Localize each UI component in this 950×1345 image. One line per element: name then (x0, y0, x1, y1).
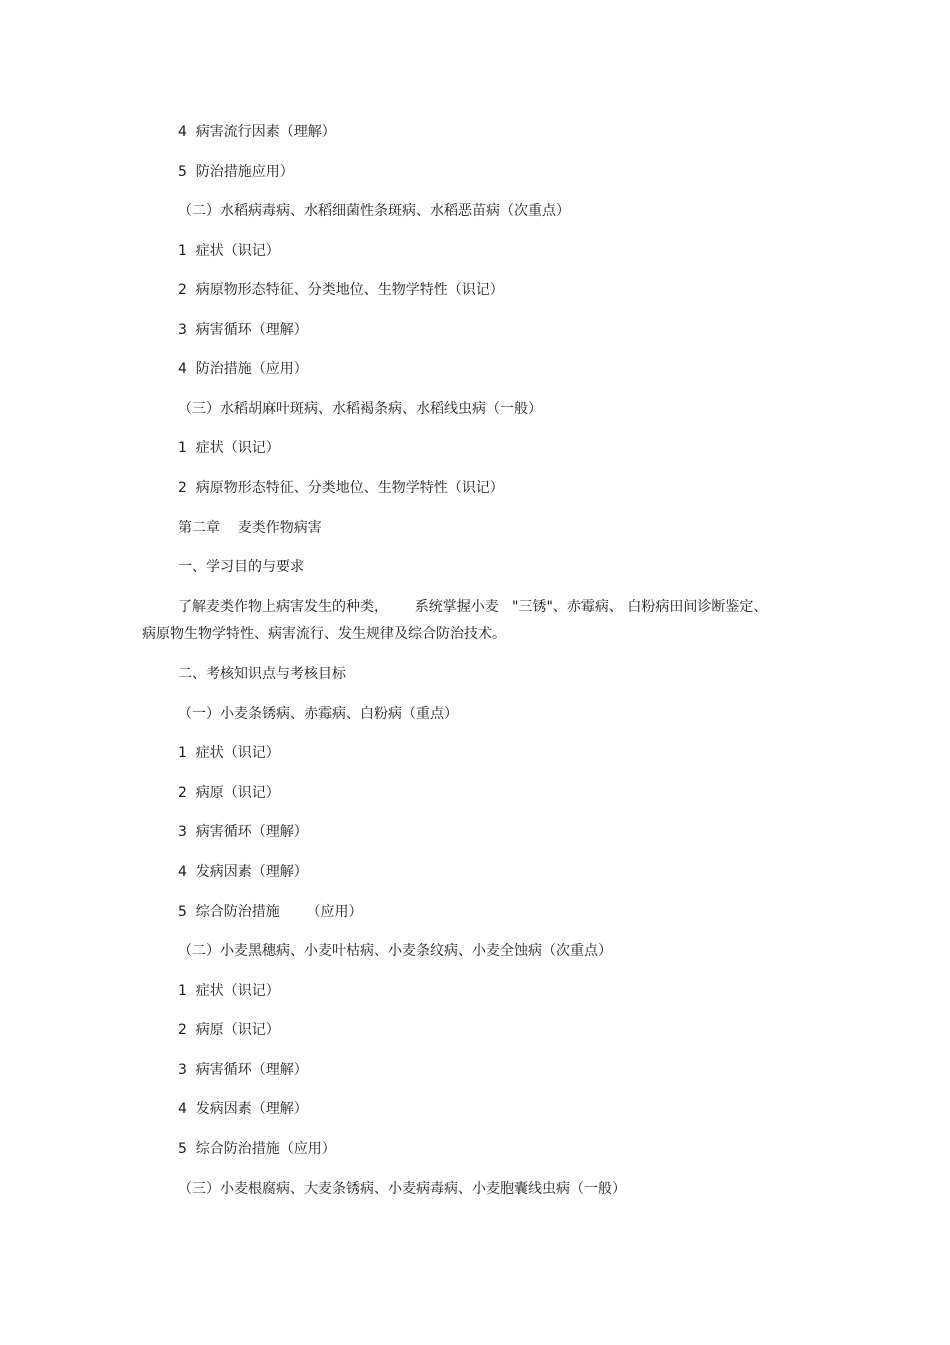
text-line: 1 症状（识记） (178, 983, 280, 999)
section-heading: 一、学习目的与要求 (178, 559, 304, 575)
section-heading: （三）小麦根腐病、大麦条锈病、小麦病毒病、小麦胞囊线虫病（一般） (178, 1181, 626, 1197)
text-line: 3 病害循环（理解） (178, 322, 308, 338)
section-heading: （三）水稻胡麻叶斑病、水稻褐条病、水稻线虫病（一般） (178, 401, 542, 417)
text-line: 2 病原物形态特征、分类地位、生物学特性（识记） (178, 480, 504, 496)
text-line: 4 病害流行因素（理解） (178, 124, 336, 140)
text-line: 2 病原（识记） (178, 1022, 280, 1038)
paragraph-line: 了解麦类作物上病害发生的种类， 系统掌握小麦 "三锈"、赤霉病、 白粉病田间诊断鉴定、 (178, 599, 768, 615)
text-line: 5 综合防治措施 （应用） (178, 904, 363, 920)
section-heading: （二）小麦黑穗病、小麦叶枯病、小麦条纹病、小麦全蚀病（次重点） (178, 943, 612, 959)
text-line: 5 综合防治措施（应用） (178, 1141, 336, 1157)
paragraph-line: 病原物生物学特性、病害流行、发生规律及综合防治技术。 (142, 626, 506, 642)
text-line: 4 发病因素（理解） (178, 864, 308, 880)
text-line: 4 发病因素（理解） (178, 1101, 308, 1117)
text-line: 3 病害循环（理解） (178, 824, 308, 840)
section-heading: （二）水稻病毒病、水稻细菌性条斑病、水稻恶苗病（次重点） (178, 203, 570, 219)
chapter-title: 第二章 麦类作物病害 (178, 520, 322, 536)
text-line: 2 病原（识记） (178, 785, 280, 801)
text-line: 1 症状（识记） (178, 243, 280, 259)
text-line: 4 防治措施（应用） (178, 361, 308, 377)
section-heading: 二、考核知识点与考核目标 (178, 666, 346, 682)
text-line: 2 病原物形态特征、分类地位、生物学特性（识记） (178, 282, 504, 298)
text-line: 1 症状（识记） (178, 440, 280, 456)
section-heading: （一）小麦条锈病、赤霉病、白粉病（重点） (178, 706, 458, 722)
text-line: 5 防治措施应用） (178, 164, 294, 180)
text-line: 3 病害循环（理解） (178, 1062, 308, 1078)
text-line: 1 症状（识记） (178, 745, 280, 761)
